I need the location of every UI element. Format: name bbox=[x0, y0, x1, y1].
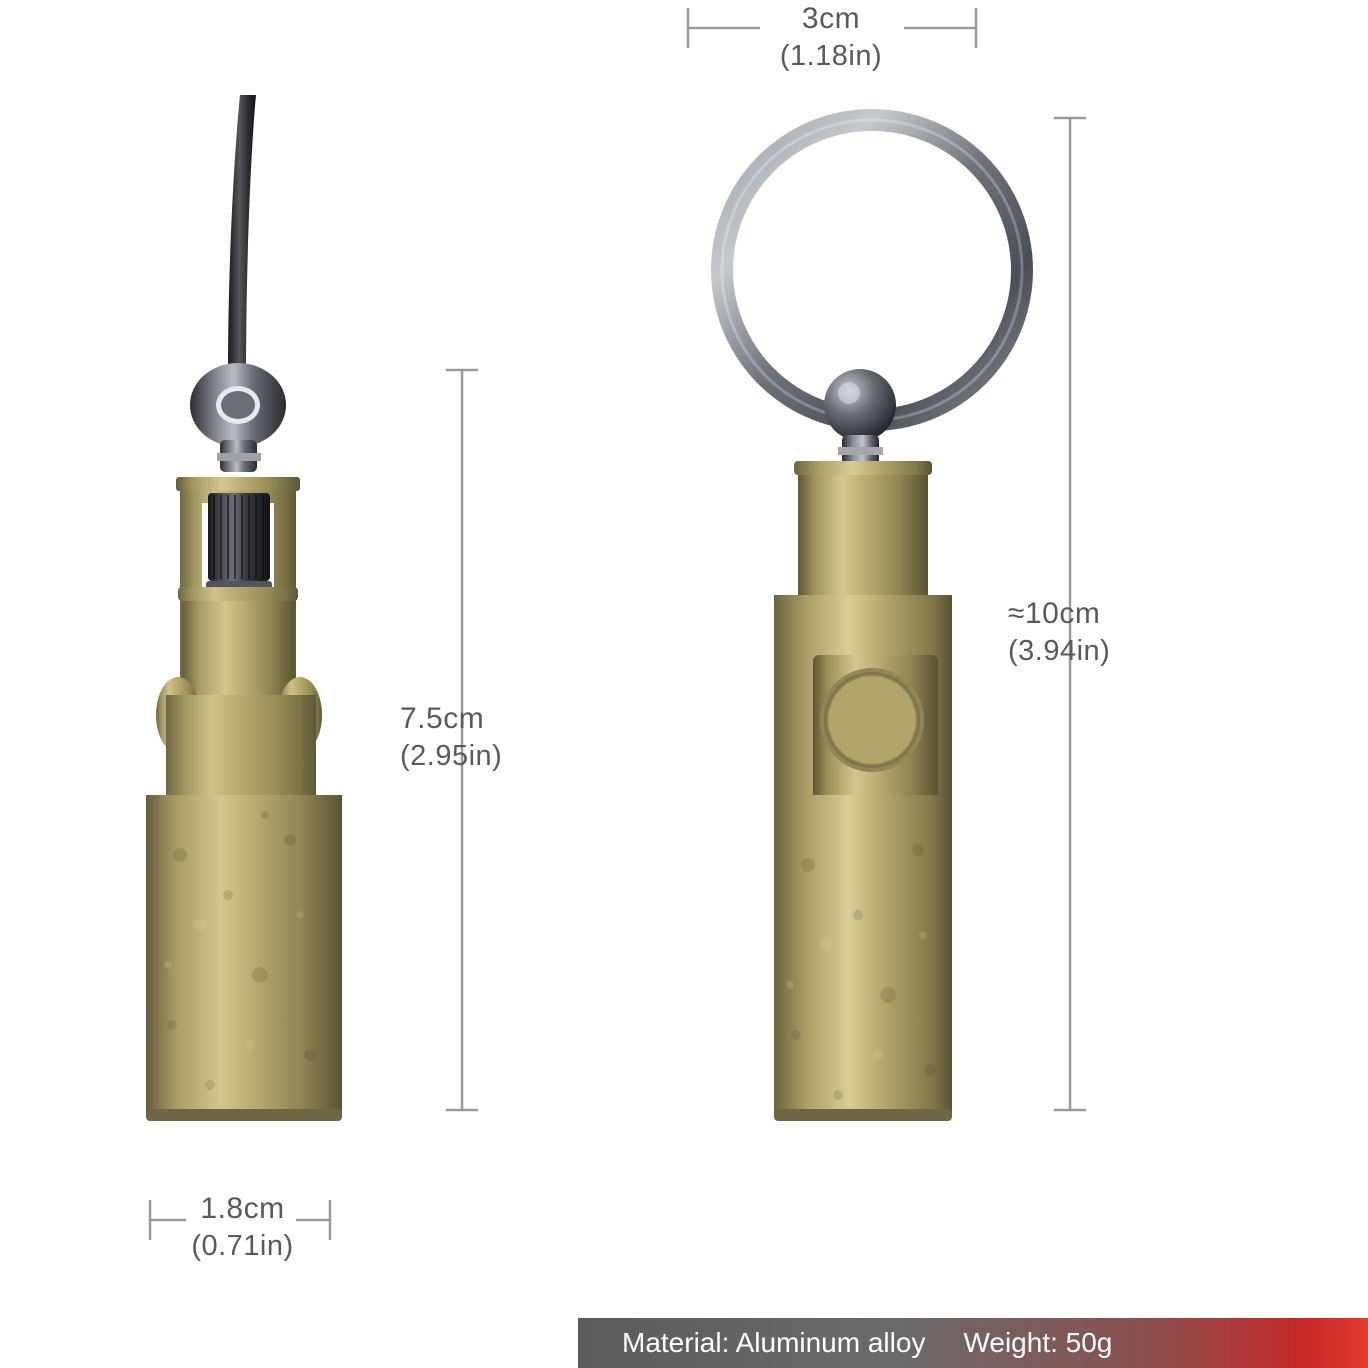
product-right-view bbox=[668, 95, 1088, 1275]
caption-material: Material: Aluminum alloy bbox=[622, 1327, 926, 1358]
ball-connector bbox=[824, 369, 896, 467]
dimension-label-top-width: 3cm (1.18in) bbox=[779, 2, 883, 72]
knurled-knob bbox=[206, 493, 272, 593]
eyelet-ring bbox=[190, 363, 286, 472]
mid-sleeve bbox=[166, 695, 316, 805]
dimension-label-right-height: ≈10cm (3.94in) bbox=[1008, 597, 1111, 667]
product-left-view bbox=[60, 95, 480, 1275]
dimension-label-left-height: 7.5cm (2.95in) bbox=[400, 702, 503, 772]
pivot-block bbox=[813, 655, 938, 815]
lower-body bbox=[146, 795, 342, 1121]
dimension-label-bottom-width: 1.8cm (0.71in) bbox=[191, 1192, 294, 1262]
spec-caption-bar bbox=[578, 1318, 1368, 1368]
caption-weight: Weight: 50g bbox=[963, 1327, 1113, 1358]
barrel-lower bbox=[774, 795, 952, 1121]
